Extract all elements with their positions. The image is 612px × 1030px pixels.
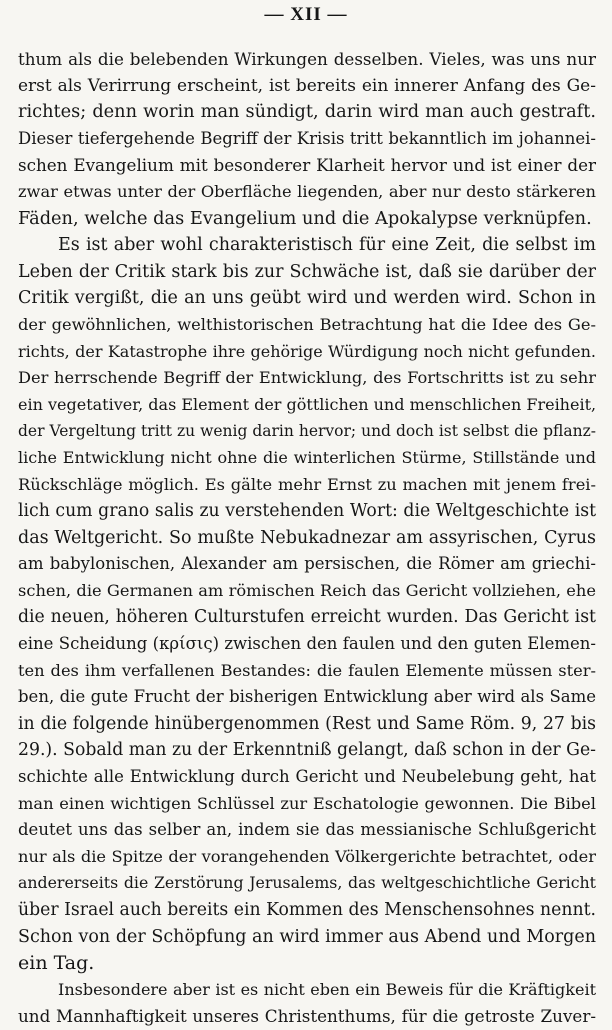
text-line: liche Entwicklung nicht ohne die winterlichen Stürme, Stillstände und	[18, 447, 596, 467]
text-line: ben, die gute Frucht der bisherigen Entwicklung aber wird als Same	[18, 687, 596, 707]
text-line: Schon von der Schöpfung an wird immer aus Abend und Morgen	[18, 926, 596, 947]
text-line: andererseits die Zerstörung Jerusalems, das weltgeschichtliche Gericht	[18, 873, 596, 893]
text-line: Critik vergißt, die an uns geübt wird und werden wird. Schon in	[18, 288, 596, 309]
text-line: Insbesondere aber ist es nicht eben ein Beweis für die Kräftigkeit	[58, 979, 596, 999]
text-line: der Vergeltung tritt zu wenig darin hervor; und doch ist selbst die pflanz-	[18, 422, 596, 441]
text-line: erst als Verirrung erscheint, ist bereits ein innerer Anfang des Ge-	[18, 75, 596, 96]
text-line: schen Evangelium mit besonderer Klarheit hervor und ist einer der	[18, 155, 596, 176]
text-line: lich cum grano salis zu verstehenden Wort: die Weltgeschichte ist	[18, 501, 596, 522]
text-line: Der herrschende Begriff der Entwicklung, des Fortschritts ist zu sehr	[18, 368, 596, 388]
text-line: in die folgende hinübergenommen (Rest und Same Röm. 9, 27 bis	[18, 713, 596, 734]
text-line: und Mannhaftigkeit unseres Christenthums, für die getroste Zuver-	[18, 1006, 596, 1027]
text-line: der gewöhnlichen, welthistorischen Betrachtung hat die Idee des Ge-	[18, 314, 596, 334]
body-text	[18, 46, 596, 1030]
text-line: Rückschläge möglich. Es gälte mehr Ernst zu machen mit jenem frei-	[18, 474, 596, 494]
text-line: die neuen, höheren Culturstufen erreicht wurden. Das Gericht ist	[18, 607, 596, 628]
text-line: ein Tag.	[18, 952, 95, 975]
text-line: schen, die Germanen am römischen Reich das Gericht vollziehen, ehe	[18, 580, 596, 600]
text-line: ten des ihm verfallenen Bestandes: die faulen Elemente müssen ster-	[18, 660, 596, 680]
page-number: — XII —	[264, 4, 348, 25]
text-line: zwar etwas unter der Oberfläche liegenden, aber nur desto stärkeren	[18, 181, 596, 201]
text-line: thum als die belebenden Wirkungen desselben. Vieles, was uns nur	[18, 49, 596, 69]
text-line: Dieser tiefergehende Begriff der Krisis tritt bekanntlich im johannei-	[18, 128, 596, 148]
text-line: nur als die Spitze der vorangehenden Völkergerichte betrachtet, oder	[18, 846, 596, 866]
text-line: deutet uns das selber an, indem sie das messianische Schlußgericht	[18, 820, 596, 840]
text-line: eine Scheidung (κρίσις) zwischen den faulen und den guten Elemen-	[18, 634, 596, 654]
text-line: am babylonischen, Alexander am persischen, die Römer am griechi-	[18, 554, 596, 574]
text-line: das Weltgericht. So mußte Nebukadnezar am assyrischen, Cyrus	[18, 527, 596, 548]
text-line: richts, der Katastrophe ihre gehörige Würdigung noch nicht gefunden.	[18, 341, 596, 361]
text-line: Es ist aber wohl charakteristisch für eine Zeit, die selbst im	[58, 235, 596, 256]
text-line: schichte alle Entwicklung durch Gericht und Neubelebung geht, hat	[18, 767, 596, 787]
text-line: Leben der Critik stark bis zur Schwäche ist, daß sie darüber der	[18, 261, 596, 282]
text-line: 29.). Sobald man zu der Erkenntniß gelangt, daß schon in der Ge-	[18, 740, 596, 761]
text-line: Fäden, welche das Evangelium und die Apokalypse verknüpfen.	[18, 208, 592, 229]
text-line: über Israel auch bereits ein Kommen des Menschensohnes nennt.	[18, 900, 596, 920]
text-line: richtes; denn worin man sündigt, darin wird man auch gestraft.	[18, 102, 596, 123]
text-line: ein vegetativer, das Element der göttlichen und menschlichen Freiheit,	[18, 394, 596, 414]
text-line: man einen wichtigen Schlüssel zur Eschatologie gewonnen. Die Bibel	[18, 793, 596, 813]
